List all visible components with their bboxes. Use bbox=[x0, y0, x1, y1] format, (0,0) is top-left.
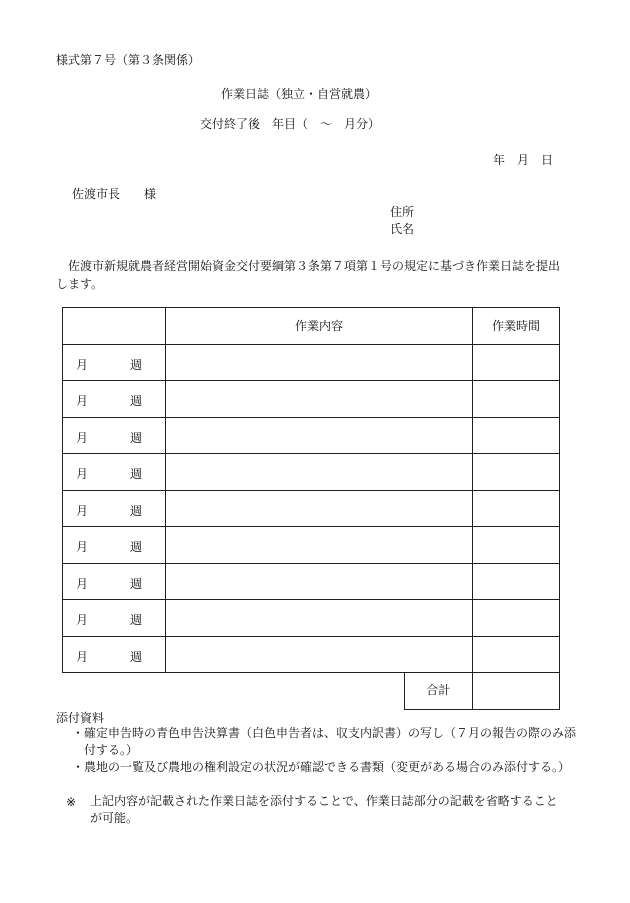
work-time-cell[interactable] bbox=[473, 636, 560, 673]
work-time-cell[interactable] bbox=[473, 381, 560, 418]
work-time-cell[interactable] bbox=[473, 563, 560, 600]
total-time-cell[interactable] bbox=[473, 673, 560, 710]
work-time-cell[interactable] bbox=[473, 527, 560, 564]
table-row bbox=[63, 600, 560, 637]
work-time-cell[interactable] bbox=[473, 490, 560, 527]
period-cell[interactable] bbox=[63, 563, 166, 600]
total-row bbox=[63, 673, 560, 710]
period-cell[interactable] bbox=[63, 344, 166, 381]
work-time-cell[interactable] bbox=[473, 600, 560, 637]
period-cell[interactable] bbox=[63, 636, 166, 673]
table-row bbox=[63, 344, 560, 381]
address-label: 住所 bbox=[390, 205, 415, 219]
period-cell[interactable] bbox=[63, 527, 166, 564]
total-label: 合計 bbox=[404, 673, 473, 710]
table-row bbox=[63, 563, 560, 600]
work-content-cell[interactable] bbox=[166, 417, 473, 454]
period-cell[interactable] bbox=[63, 490, 166, 527]
work-content-cell[interactable] bbox=[166, 344, 473, 381]
work-content-cell[interactable] bbox=[166, 563, 473, 600]
work-content-cell[interactable] bbox=[166, 381, 473, 418]
period-cell[interactable] bbox=[63, 454, 166, 491]
document-subtitle: 交付終了後 年目（ ～ 月分） bbox=[200, 117, 381, 131]
table-row bbox=[63, 636, 560, 673]
work-content-cell[interactable] bbox=[166, 454, 473, 491]
total-row-cell bbox=[166, 673, 473, 710]
month-label: 月 bbox=[76, 540, 89, 554]
header-period bbox=[63, 308, 166, 345]
month-label: 月 bbox=[76, 357, 89, 372]
name-label: 氏名 bbox=[390, 222, 415, 236]
work-content-cell[interactable] bbox=[166, 490, 473, 527]
attachment-item: ・確定申告時の青色申告決算書（白色申告者は、収支内訳書）の写し（７月の報告の際のみ添付する。） bbox=[72, 726, 577, 757]
work-log-table bbox=[62, 307, 560, 710]
note-mark: ※ bbox=[66, 795, 77, 809]
period-cell[interactable] bbox=[63, 417, 166, 454]
month-label: 月 bbox=[76, 394, 89, 408]
period-cell[interactable] bbox=[63, 381, 166, 418]
form-number: 様式第７号（第３条関係） bbox=[56, 53, 201, 67]
body-text: 佐渡市新規就農者経営開始資金交付要綱第３条第７項第１号の規定に基づき作業日誌を提出します。 bbox=[56, 259, 561, 291]
week-label: 週 bbox=[130, 357, 143, 372]
table-row bbox=[63, 490, 560, 527]
month-label: 月 bbox=[76, 430, 89, 445]
work-time-cell[interactable] bbox=[473, 344, 560, 381]
attachment-item: ・農地の一覧及び農地の権利設定の状況が確認できる書類（変更がある場合のみ添付する。） bbox=[72, 760, 571, 774]
header-work-content: 作業内容 bbox=[166, 308, 473, 345]
month-label: 月 bbox=[76, 649, 89, 664]
month-label: 月 bbox=[76, 503, 89, 518]
week-label: 週 bbox=[130, 613, 143, 627]
work-content-cell[interactable] bbox=[166, 527, 473, 564]
table-row bbox=[63, 454, 560, 491]
table-row bbox=[63, 417, 560, 454]
work-time-cell[interactable] bbox=[473, 454, 560, 491]
document-title: 作業日誌（独立・自営就農） bbox=[221, 87, 378, 101]
week-label: 週 bbox=[130, 467, 143, 481]
week-label: 週 bbox=[130, 503, 143, 518]
table-row bbox=[63, 381, 560, 418]
week-label: 週 bbox=[130, 430, 143, 445]
month-label: 月 bbox=[76, 467, 89, 481]
date-line: 年 月 日 bbox=[493, 153, 554, 167]
note-text: 上記内容が記載された作業日誌を添付することで、作業日誌部分の記載を省略することが可能。 bbox=[90, 794, 558, 825]
total-row-spacer bbox=[63, 673, 166, 710]
work-content-cell[interactable] bbox=[166, 600, 473, 637]
month-label: 月 bbox=[76, 613, 89, 627]
week-label: 週 bbox=[130, 576, 143, 591]
work-content-cell[interactable] bbox=[166, 636, 473, 673]
week-label: 週 bbox=[130, 540, 143, 554]
work-time-cell[interactable] bbox=[473, 417, 560, 454]
week-label: 週 bbox=[130, 394, 143, 408]
attachments-title: 添付資料 bbox=[56, 711, 105, 725]
header-work-time: 作業時間 bbox=[473, 308, 560, 345]
addressee: 佐渡市長 様 bbox=[72, 187, 157, 201]
week-label: 週 bbox=[130, 649, 143, 664]
table-row bbox=[63, 527, 560, 564]
period-cell[interactable] bbox=[63, 600, 166, 637]
table-header-row bbox=[63, 308, 560, 345]
month-label: 月 bbox=[76, 576, 89, 591]
